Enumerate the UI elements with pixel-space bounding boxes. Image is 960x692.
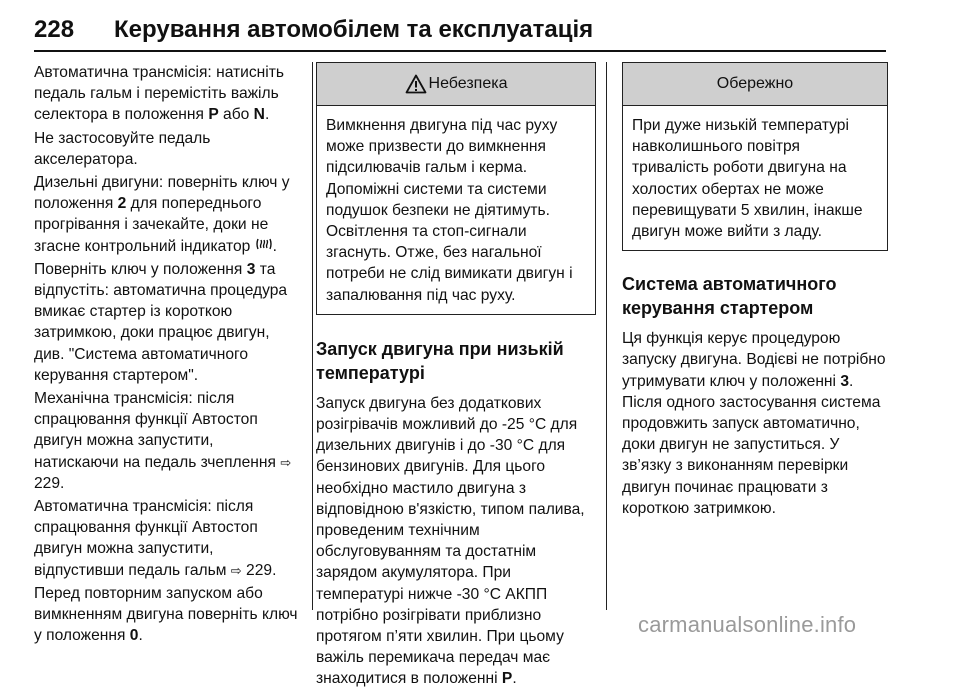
caution-box-title: Обережно: [716, 75, 794, 93]
paragraph: Не застосовуйте педаль акселератора.: [34, 129, 211, 168]
paragraph: Механічна трансмісія: після спрацювання функції Автостоп двигун можна запустити, натискаючи на педаль зчеплення ⇨ 229.: [34, 390, 292, 492]
column-right: [622, 62, 888, 521]
page-ref-arrow-icon: ⇨: [280, 454, 292, 470]
column-left: [34, 62, 302, 648]
paragraph: Автоматична трансмісія: натисніть педаль гальм і перемістіть важіль селектора в положення P або N.: [34, 64, 285, 124]
column-middle: [316, 62, 596, 692]
page-ref-arrow-icon: ⇨: [230, 562, 242, 578]
column-divider: [312, 62, 313, 610]
danger-box-text: Вимкнення двигуна під час руху може призвести до вимкнення підсилювачів гальм і керма. Допоміжні системи та системи подушок безпеки не діятимуть. Освітлення та стоп-сигнали згаснуть. Отже, без нагальної потреби не слід вимикати двигун і запалювання під час руху.: [326, 117, 573, 304]
page-ref-link[interactable]: 229: [34, 474, 61, 492]
danger-box-header: [317, 63, 595, 106]
paragraph: Поверніть ключ у положення 3 та відпустіть: автоматична процедура вмикає стартер із короткою затримкою, доки працює двигун, див. "Система автоматичного керування стартером".: [34, 260, 288, 384]
paragraph: Ця функція керує процедурою запуску двигуна. Водієві не потрібно утримувати ключ у положенні 3. Після одного застосування система продовжить запуск автоматично, доки двигун не запуститься. У зв’язку з виконанням перевірки двигун починає працювати з короткою затримкою.: [622, 330, 886, 517]
column-divider: [606, 62, 607, 610]
paragraph: Перед повторним запуском або вимкненням двигуна поверніть ключ у положення 0.: [34, 584, 298, 645]
paragraph: Запуск двигуна без додаткових розігрівачів можливий до -25 °C для дизельних двигунів і до -30 °C для бензинових двигунів. Для цього необхідно мастило двигуна з відповідною в'язкістю, типом палива, проведеним технічним обслуговуванням та достатнім зарядом акумулятора. При температурі нижче -30 °C АКПП потрібно розігрівати приблизно протягом п’яти хвилин. При цьому важіль перемикача передач має знаходитися в положенні P.: [316, 394, 585, 688]
page-header: [34, 16, 896, 50]
caution-box: [622, 62, 888, 251]
caution-box-text: При дуже низькій температурі навколишнього повітря тривалість роботи двигуна на холостих обертах не може перевищувати 5 хвилин, інакше двигун може вийти з ладу.: [632, 117, 863, 241]
paragraph: Автоматична трансмісія: після спрацювання функції Автостоп двигун можна запустити, відпустивши педаль гальм ⇨ 229.: [34, 498, 277, 579]
glow-plug-icon: [255, 236, 273, 257]
watermark: carmanualsonline.info: [638, 612, 857, 637]
section-heading: Система автоматичного керування стартером: [622, 274, 837, 319]
danger-box: [316, 62, 596, 315]
danger-box-title: Небезпека: [428, 75, 508, 93]
paragraph: Дизельні двигуни: поверніть ключ у положення 2 для попереднього прогрівання і зачекайте, доки не згасне контрольний індикатор .: [34, 172, 302, 257]
header-rule: [34, 50, 886, 52]
page-number: 228: [34, 16, 75, 43]
page-title: Керування автомобілем та експлуатація: [114, 16, 594, 43]
caution-box-header: [623, 63, 887, 106]
warning-triangle-icon: [405, 74, 427, 94]
page-ref-link[interactable]: 229: [246, 561, 273, 579]
section-heading: Запуск двигуна при низькій температурі: [316, 338, 564, 383]
